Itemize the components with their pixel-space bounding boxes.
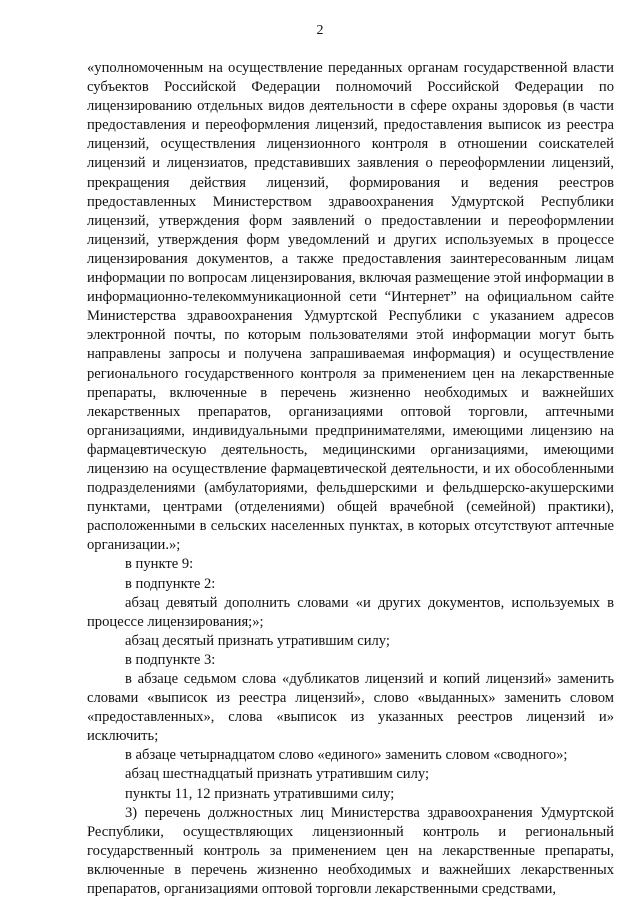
body-paragraph: абзац девятый дополнить словами «и других документов, используемых в процессе лицензирования;»; xyxy=(87,594,614,630)
body-paragraph: в подпункте 3: xyxy=(125,651,216,668)
body-paragraph-quoted-clause: «уполномоченным на осуществление переданных органам государственной власти субъектов Российской Федерации полномочий Российской Федерации по лицензированию отдельных видов деятельности в сфере охраны здоровья (в части предоставления и переоформления лицензий, предоставления выписок из реестра лицензий, осуществления лицензионного контроля в отношении соискателей лицензий и лицензиатов, представивших заявления о переоформлении лицензий, прекращения действия лицензий, формирования и ведения реестров предоставленных Министерством здравоохранения Удмуртской Республики лицензий, утверждения форм заявлений о предоставлении и переоформлении лицензий, утверждения форм уведомлений и других используемых в процессе лицензирования документов, а также предоставления заинтересованным лицам информации по вопросам лицензирования, включая размещение этой информации в информационно-телекоммуникационной сети “Интернет” на официальном сайте Министерства здравоохранения Удмуртской Республики с указанием адресов электронной почты, по которым пользователями этой информации могут быть направлены запросы и получена запрашиваемая информация) и осуществление регионального государственного контроля за применением цен на лекарственные препараты, включенные в перечень жизненно необходимых и важнейших лекарственных препаратов, организациями оптовой торговли, аптечными организациями, индивидуальными предпринимателями, имеющими лицензию на фармацевтическую деятельность, медицинскими организациями, имеющими лицензию на осуществление фармацевтической деятельности, и их обособленными подразделениями (амбулаториями, фельдшерскими и фельдшерско-акушерскими пунктами, центрами (отделениями) общей врачебной (семейной) практики), расположенными в сельских населенных пунктах, в которых отсутствуют аптечные организации.»; xyxy=(87,60,614,554)
body-paragraph: в пункте 9: xyxy=(125,556,194,573)
body-paragraph: в подпункте 2: xyxy=(125,575,216,592)
document-body xyxy=(87,59,614,899)
page-number: 2 xyxy=(316,23,324,38)
body-paragraph: абзац десятый признать утратившим силу; xyxy=(125,632,390,649)
body-paragraph: в абзаце седьмом слова «дубликатов лицензий и копий лицензий» заменить словами «выписок из реестра лицензий», слово «выданных» заменить словом «предоставленных», слова «выписок из указанных реестров лицензий и» исключить; xyxy=(87,671,614,745)
body-paragraph: 3) перечень должностных лиц Министерства здравоохранения Удмуртской Республики, осуществляющих лицензионный контроль и региональный государственный контроль за применением цен на лекарственные препараты, включенные в перечень жизненно необходимых и важнейших лекарственных препаратов, организациями оптовой торговли лекарственными средствами, xyxy=(87,804,614,898)
body-paragraph: в абзаце четырнадцатом слово «единого» заменить словом «сводного»; xyxy=(125,747,568,764)
body-paragraph: пункты 11, 12 признать утратившими силу; xyxy=(125,785,395,802)
body-paragraph: абзац шестнадцатый признать утратившим силу; xyxy=(125,766,430,783)
